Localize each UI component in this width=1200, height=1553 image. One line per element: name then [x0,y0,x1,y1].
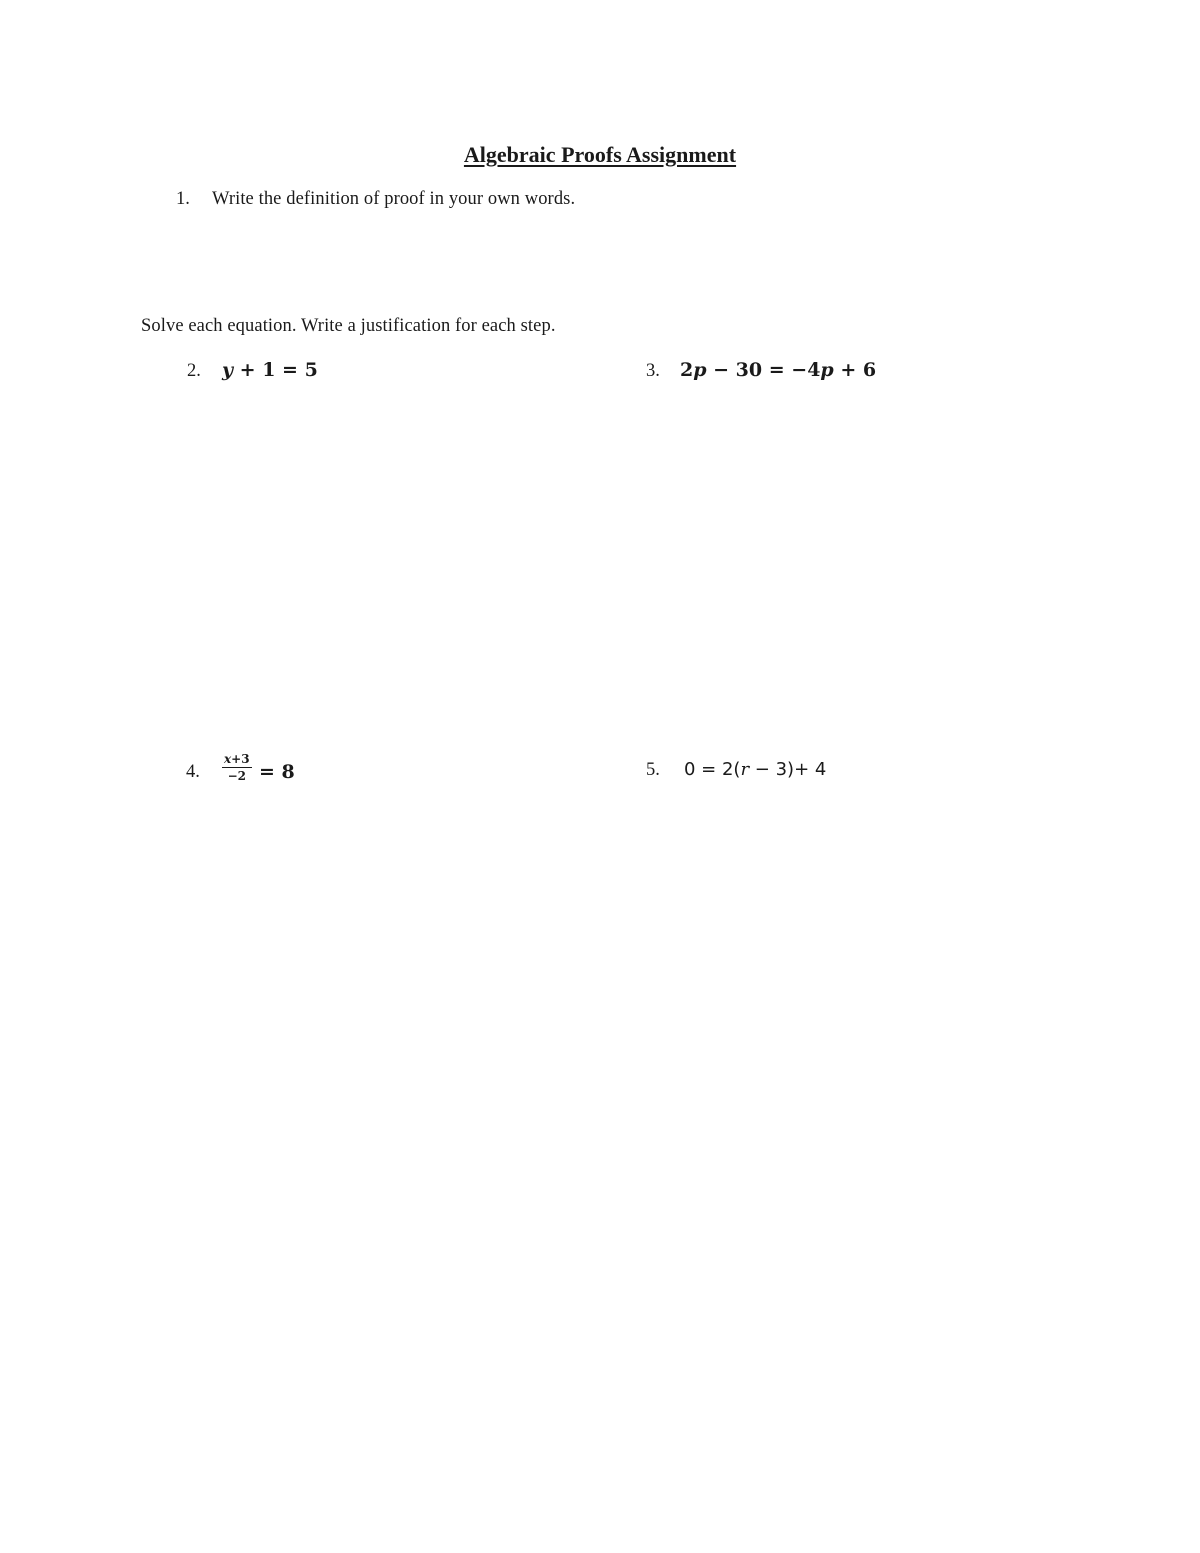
page-title: Algebraic Proofs Assignment [463,142,737,167]
problem-5-var: r [740,759,750,780]
problem-3-mid: − 30 = −4 [706,359,821,381]
question-1-number: 1. [176,189,190,209]
problem-3-equation [680,359,876,381]
problem-3-number: 3. [646,361,660,381]
problem-4-rhs: = 8 [259,761,295,783]
problem-3-var2: p [820,359,834,381]
problem-5-tail: − 3)+ 4 [749,759,827,780]
problem-4-numer-rest: +3 [231,752,250,766]
problem-2-var: y [222,359,234,381]
problem-5-lead: 0 = 2( [684,759,741,780]
problem-5-equation [684,759,826,780]
problem-3-lead: 2 [680,359,694,381]
problem-5-number: 5. [646,760,660,780]
problem-3-tail: + 6 [833,359,877,381]
problem-2-number: 2. [187,361,201,381]
problem-2-equation [222,359,318,381]
problem-3-var1: p [693,359,707,381]
problem-4-number: 4. [186,762,200,782]
instructions-text: Solve each equation. Write a justification for each step. [141,316,556,336]
question-1-text: Write the definition of proof in your own words. [212,189,576,209]
problem-4-denominator: −2 [227,769,246,783]
problem-4-numerator [222,752,252,768]
problem-2-rest: + 1 = 5 [233,359,318,381]
problem-4-fraction [222,752,252,783]
problem-4-numer-var: x [224,752,232,766]
